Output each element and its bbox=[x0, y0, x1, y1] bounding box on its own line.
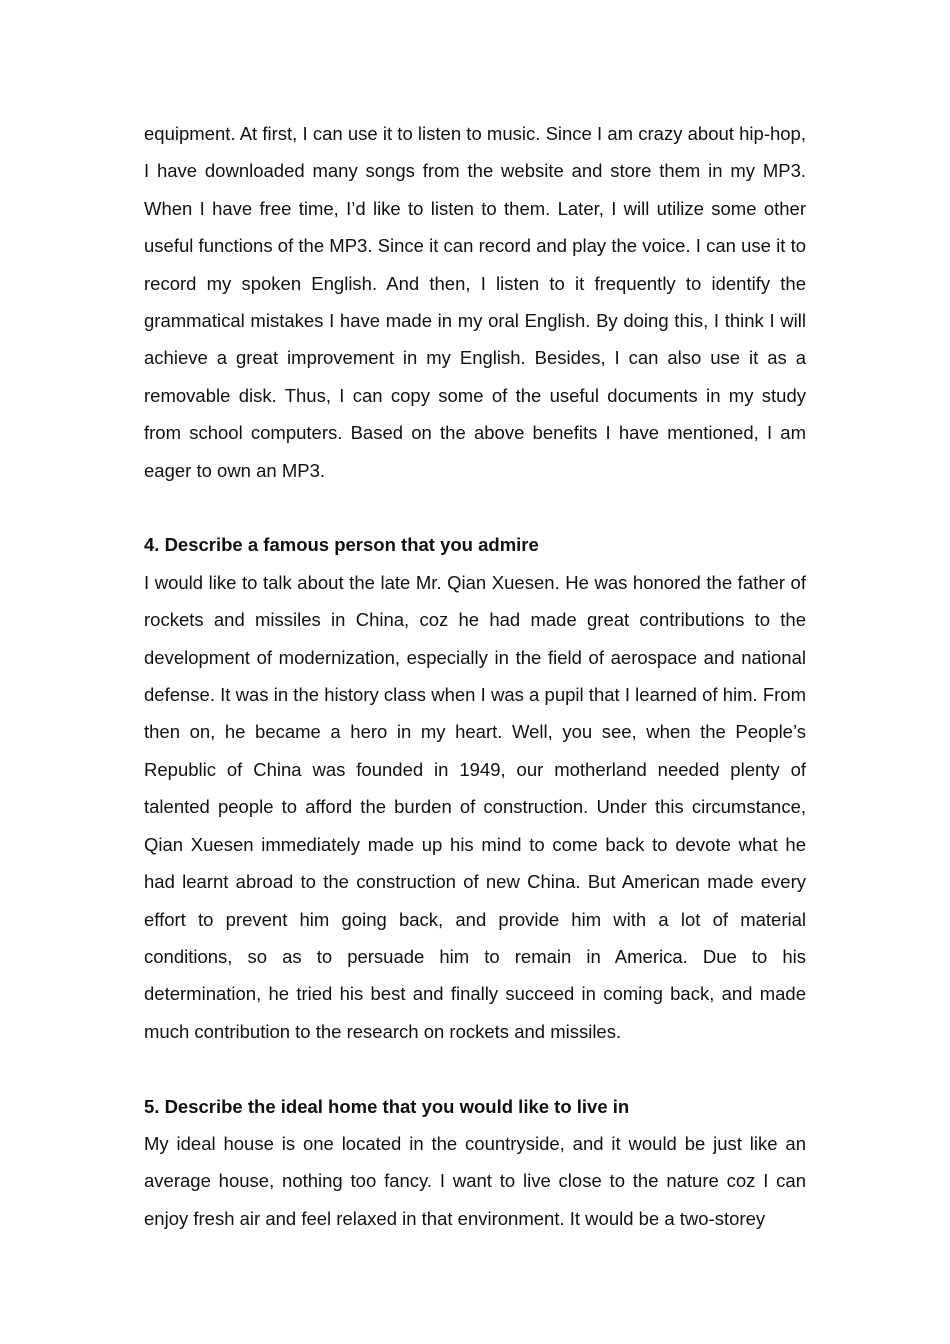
section-4-heading: 4. Describe a famous person that you admire bbox=[144, 534, 539, 556]
section-spacer bbox=[144, 489, 806, 526]
section-spacer bbox=[144, 1050, 806, 1087]
section-4-body: I would like to talk about the late Mr. Qian Xuesen. He was honored the father of rockets and missiles in China, coz he had made great contributions to the development of modernization, especially in the field of aerospace and national defense. It was in the history class when I was a pupil that I learned of him. From then on, he became a hero in my heart. Well, you see, when the People’s Republic of China was founded in 1949, our motherland needed plenty of talented people to afford the burden of construction. Under this circumstance, Qian Xuesen immediately made up his mind to come back to devote what he had learnt abroad to the construction of new China. But American made every effort to prevent him going back, and provide him with a lot of material conditions, so as to persuade him to remain in America. Due to his determination, he tried his best and finally succeed in coming back, and made much contribution to the research on rockets and missiles. bbox=[144, 571, 806, 1042]
intro-paragraph: equipment. At first, I can use it to listen to music. Since I am crazy about hip-hop, I have downloaded many songs from the website and store them in my MP3. When I have free time, I’d like to listen to them. Later, I will utilize some other useful functions of the MP3. Since it can record and play the voice. I can use it to record my spoken English. And then, I listen to it frequently to identify the grammatical mistakes I have made in my oral English. By doing this, I think I will achieve a great improvement in my English. Besides, I can also use it as a removable disk. Thus, I can copy some of the useful documents in my study from school computers. Based on the above benefits I have mentioned, I am eager to own an MP3. bbox=[144, 123, 806, 481]
document-page bbox=[144, 115, 806, 1237]
section-5-body: My ideal house is one located in the countryside, and it would be just like an average house, nothing too fancy. I want to live close to the nature coz I can enjoy fresh air and feel relaxed in that environment. It would be a two-storey bbox=[144, 1132, 806, 1229]
section-5-heading: 5. Describe the ideal home that you would like to live in bbox=[144, 1095, 630, 1117]
